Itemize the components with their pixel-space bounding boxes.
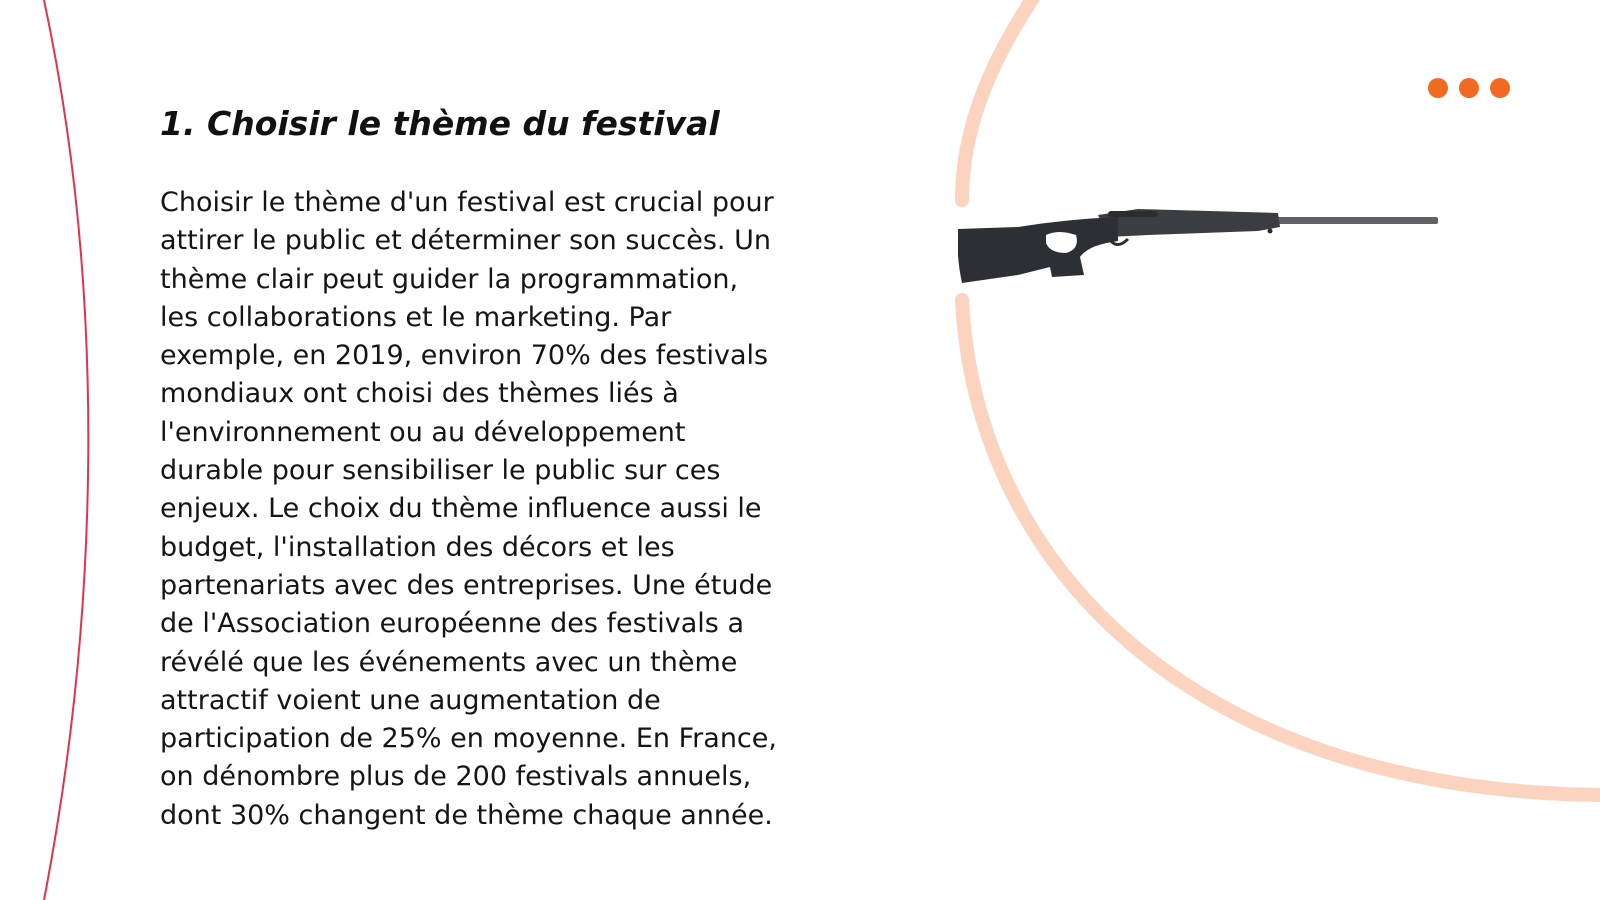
- paragraph-line: partenariats avec des entreprises. Une étude: [160, 569, 773, 601]
- paragraph-line: participation de 25% en moyenne. En France,: [160, 723, 777, 755]
- paragraph-line: on dénombre plus de 200 festivals annuels,: [160, 761, 752, 793]
- paragraph-line: budget, l'installation des décors et les: [160, 531, 675, 563]
- rifle-stock: [958, 217, 1118, 283]
- orange-arc-upper: [962, 0, 1035, 200]
- paragraph-line: exemple, en 2019, environ 70% des festivals: [160, 340, 769, 372]
- paragraph-line: attirer le public et déterminer son succès. Un: [160, 225, 771, 257]
- paragraph-line: de l'Association européenne des festivals a: [160, 608, 744, 640]
- more-dots-icon[interactable]: [1428, 78, 1510, 98]
- paragraph-line: thème clair peut guider la programmation,: [160, 263, 739, 295]
- paragraph-line: l'environnement ou au développement: [160, 416, 686, 448]
- rifle-barrel: [1258, 217, 1438, 224]
- paragraph-line: dont 30% changent de thème chaque année.: [160, 799, 773, 831]
- paragraph-line: mondiaux ont choisi des thèmes liés à: [160, 378, 679, 410]
- paragraph-line: enjeux. Le choix du thème influence aussi le: [160, 493, 762, 525]
- left-red-arc-line: [44, 0, 88, 900]
- paragraph-line: les collaborations et le marketing. Par: [160, 301, 672, 333]
- paragraph-line: révélé que les événements avec un thème: [160, 646, 738, 678]
- paragraph-line: durable pour sensibiliser le public sur ces: [160, 455, 721, 487]
- rifle-image: [958, 205, 1438, 295]
- paragraph-line: Choisir le thème d'un festival est crucial pour: [160, 187, 774, 218]
- dot: [1428, 78, 1448, 98]
- rifle-sling-swivel: [1268, 229, 1273, 234]
- paragraph-line: attractif voient une augmentation de: [160, 684, 661, 716]
- dot: [1490, 78, 1510, 98]
- slide-paragraph: [160, 184, 860, 835]
- dot: [1459, 78, 1479, 98]
- orange-arc-lower: [962, 300, 1600, 795]
- slide-title: 1. Choisir le thème du festival: [160, 104, 720, 143]
- rifle-bolt: [1108, 211, 1158, 217]
